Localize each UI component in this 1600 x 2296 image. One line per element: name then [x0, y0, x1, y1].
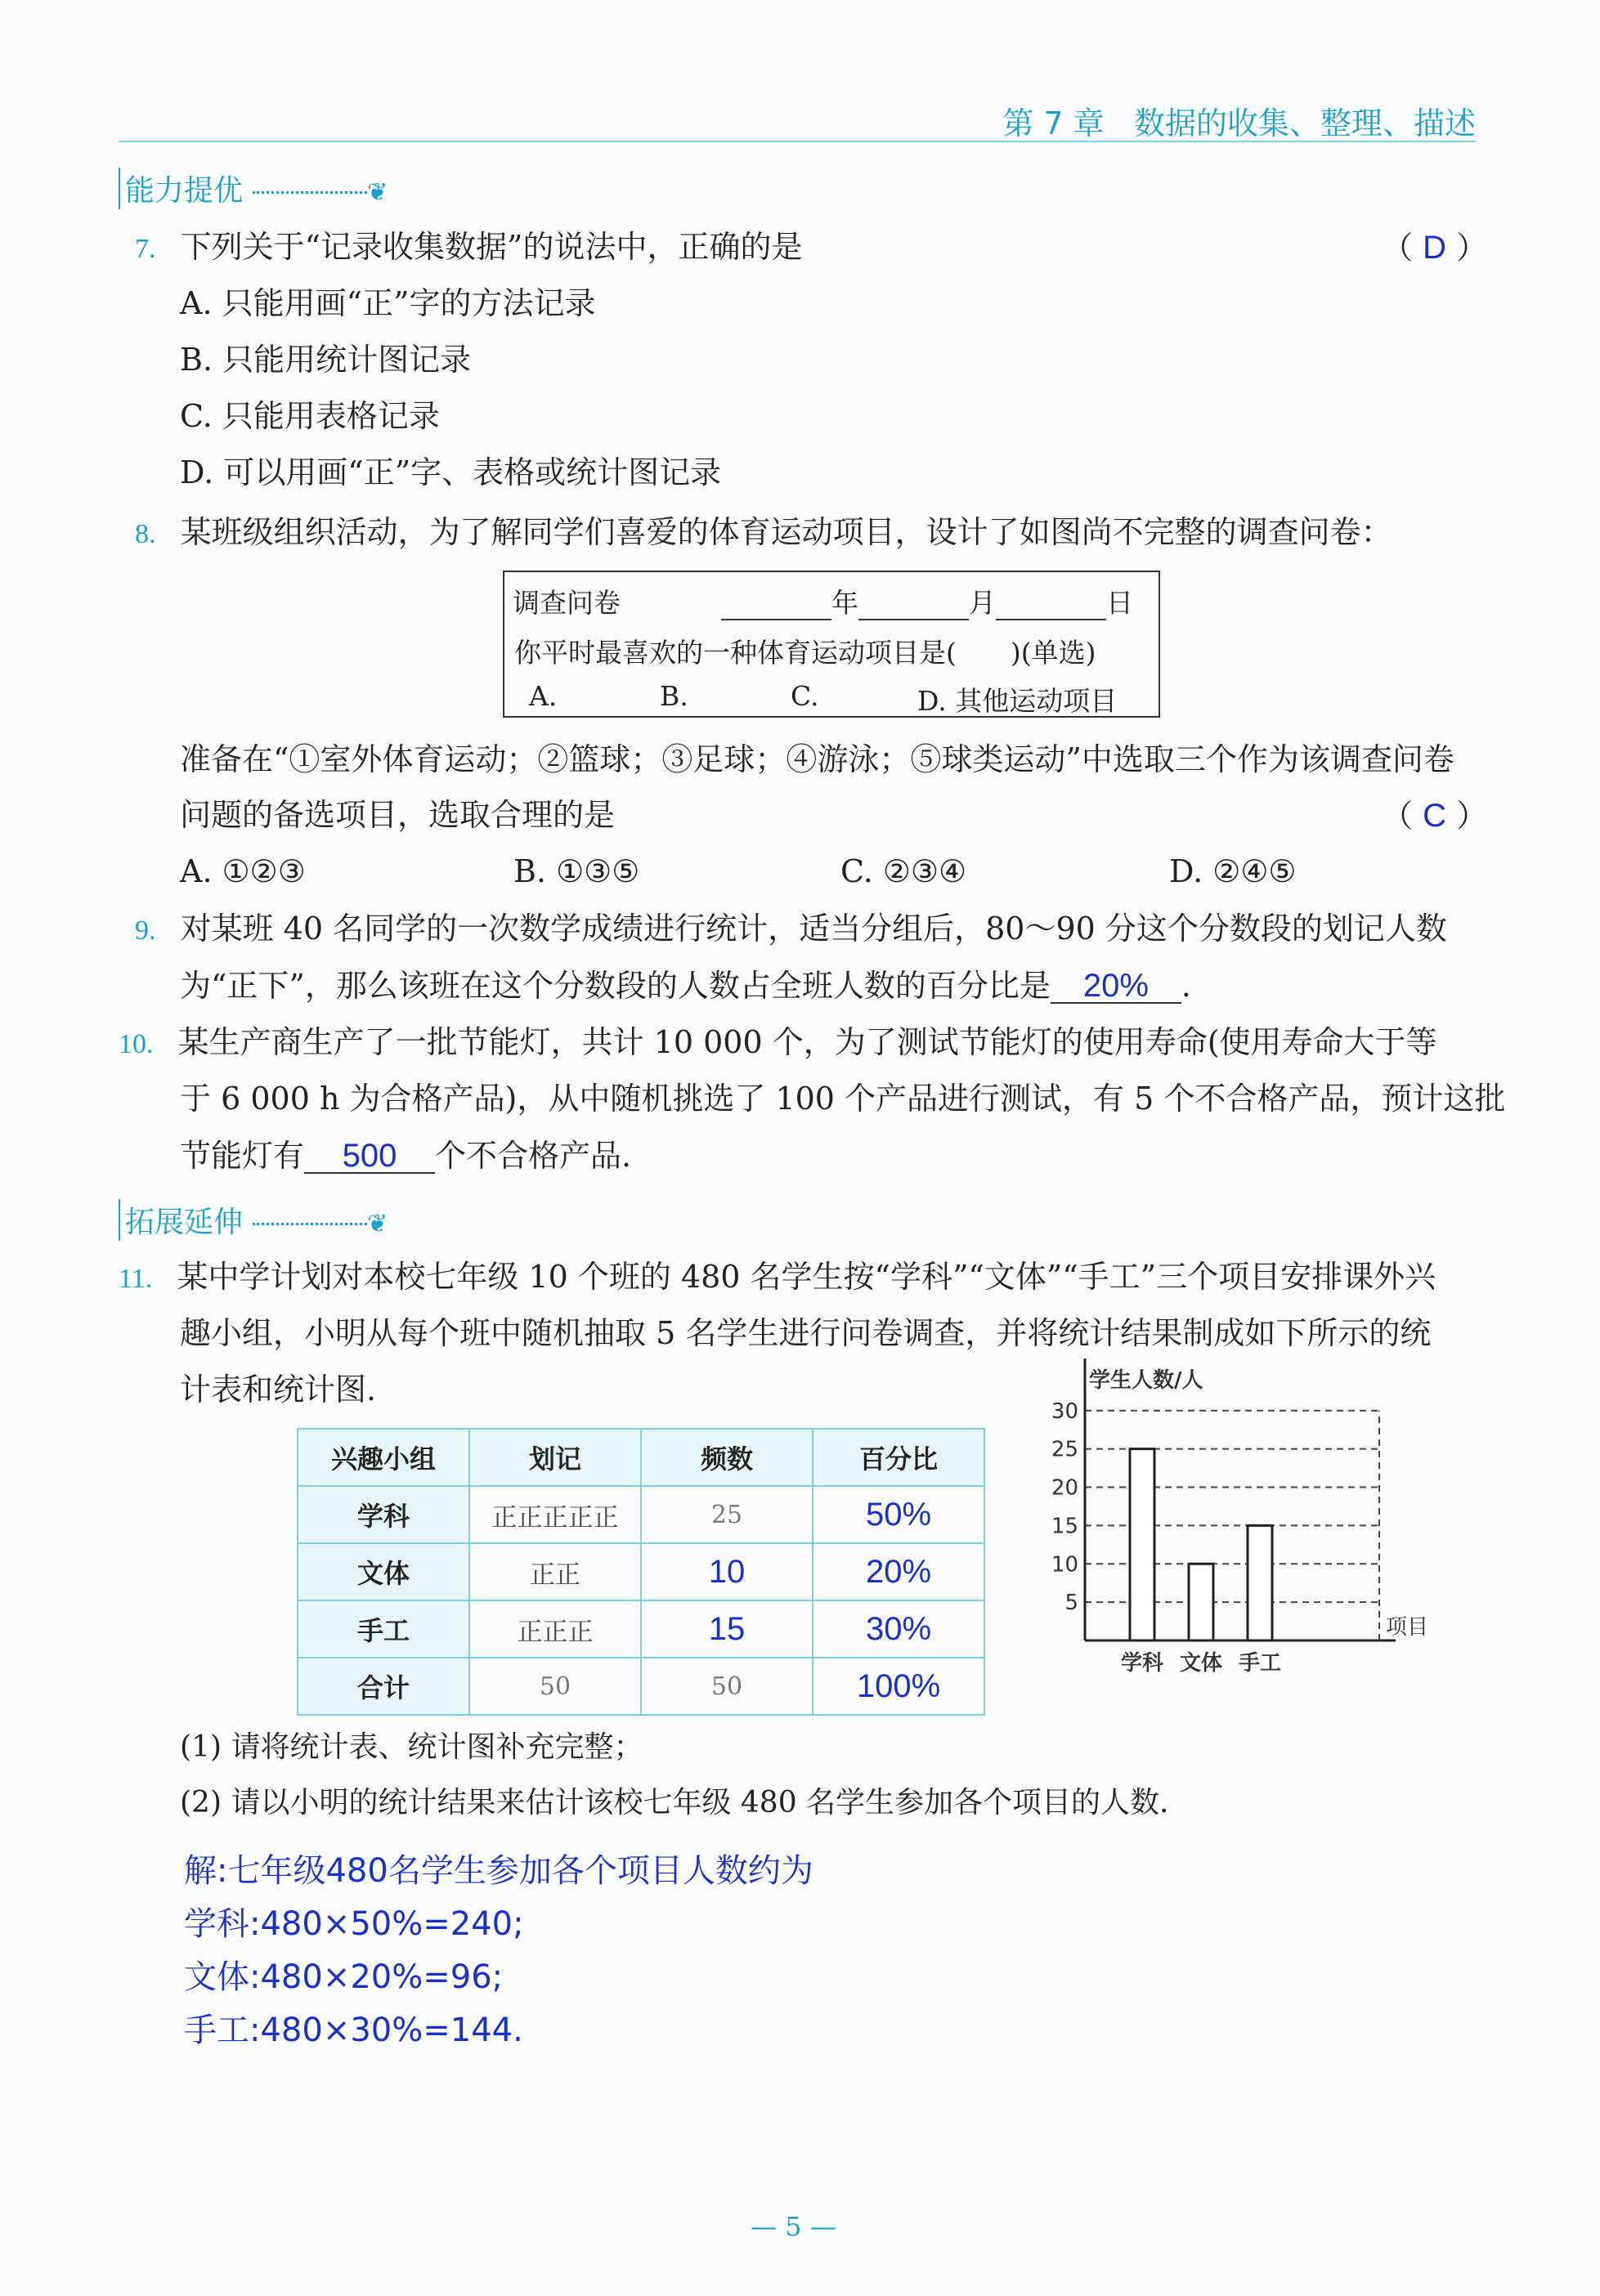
section-heading-ability: 能力提优 ❦ — [119, 168, 388, 209]
x-axis-label: 项目 — [1386, 1615, 1429, 1640]
running-header — [119, 98, 1476, 142]
answer-bracket-8: （ C ） — [1382, 798, 1488, 834]
category-label: 文体 — [1179, 1651, 1223, 1676]
q8-option-b: B. ①③⑤ — [513, 853, 640, 889]
q7-option-d: D. 可以用画“正”字、表格或统计图记录 — [180, 454, 722, 490]
table-row — [298, 1658, 984, 1715]
solution-line: 手工:480×30%=144. — [184, 2012, 523, 2049]
table-header: 频数 — [641, 1429, 813, 1486]
tally-cell: 正正 — [469, 1543, 641, 1600]
percent-cell: 20% — [813, 1543, 984, 1600]
q7-option-c: C. 只能用表格记录 — [180, 398, 440, 434]
y-tick-label: 15 — [1051, 1514, 1078, 1539]
solution-line: 解:七年级480名学生参加各个项目人数约为 — [184, 1852, 813, 1890]
percent-cell: 100% — [813, 1658, 984, 1715]
q11-subquestion-2: (2) 请以小明的统计结果来估计该校七年级 480 名学生参加各个项目的人数. — [180, 1786, 1169, 1819]
q11-text-line2: 趣小组，小明从每个班中随机抽取 5 名学生进行问卷调查，并将统计结果制成如下所示的统 — [180, 1315, 1432, 1351]
category-label: 手工 — [1238, 1651, 1282, 1676]
y-tick-label: 30 — [1051, 1399, 1078, 1424]
question-8: 8. 某班级组织活动，为了解同学们喜爱的体育运动项目，设计了如图尚不完整的调查问卷： — [135, 514, 1392, 550]
table-header-row — [298, 1429, 984, 1486]
frequency-cell: 15 — [641, 1600, 813, 1658]
answer-bracket-7: （ D ） — [1382, 230, 1488, 266]
survey-option-c: C. — [791, 680, 819, 712]
y-tick-label: 10 — [1051, 1552, 1078, 1578]
tally-cell: 正正正 — [469, 1600, 641, 1658]
dotted-rule — [253, 1223, 367, 1225]
y-tick-label: 20 — [1051, 1475, 1078, 1501]
tally-cell: 正正正正正 — [469, 1486, 641, 1543]
percent-cell: 30% — [813, 1600, 984, 1658]
bar-chart — [1034, 1361, 1429, 1688]
y-tick-label: 25 — [1051, 1437, 1078, 1462]
q8-text-line2: 问题的备选项目，选取合理的是 — [180, 797, 616, 833]
q11-text-line3: 计表和统计图. — [180, 1372, 377, 1408]
y-tick-label: 5 — [1064, 1591, 1078, 1616]
question-10: 10. 某生产商生产了一批节能灯，共计 10 000 个，为了测试节能灯的使用寿命(使用寿命大于等 — [119, 1024, 1437, 1060]
q10-text-line2: 于 6 000 h 为合格产品)，从中随机挑选了 100 个产品进行测试，有 5 个不合格产品，预计这批 — [180, 1081, 1506, 1117]
survey-option-a: A. — [529, 680, 558, 712]
bar-学科 — [1130, 1449, 1154, 1640]
q11-subquestion-1: (1) 请将统计表、统计图补充完整； — [180, 1730, 643, 1764]
y-axis-label: 学生人数/人 — [1089, 1368, 1203, 1393]
table-row — [298, 1600, 984, 1658]
question-9: 9. 对某班 40 名同学的一次数学成绩进行统计，适当分组后，80～90 分这个分数段的划记人数 — [135, 911, 1447, 947]
q9-answer: 20% — [1082, 968, 1149, 1004]
table-header: 划记 — [469, 1429, 641, 1486]
leaf-icon: ❦ — [367, 1210, 388, 1238]
percent-cell: 50% — [813, 1486, 984, 1543]
bar-手工 — [1248, 1525, 1272, 1640]
category-label: 学科 — [1120, 1651, 1164, 1676]
survey-date: 年 月 日 — [721, 582, 1133, 620]
page-number: — 5 — — [751, 2211, 836, 2242]
section-heading-extension: 拓展延伸 ❦ — [119, 1199, 388, 1241]
table-header: 百分比 — [813, 1429, 984, 1486]
row-label: 学科 — [298, 1486, 469, 1543]
q8-option-a: A. ①②③ — [180, 853, 306, 889]
statistics-table — [297, 1428, 985, 1716]
q8-option-c: C. ②③④ — [840, 853, 967, 889]
row-label: 合计 — [298, 1658, 469, 1715]
q10-text-line3: 节能灯有 500 个不合格产品. — [180, 1138, 632, 1174]
solution-line: 学科:480×50%=240; — [184, 1905, 524, 1943]
table-row — [298, 1486, 984, 1543]
frequency-cell: 10 — [641, 1543, 813, 1600]
q10-answer: 500 — [342, 1138, 397, 1174]
table-header: 兴趣小组 — [298, 1429, 469, 1486]
survey-option-b: B. — [660, 680, 688, 712]
row-label: 文体 — [298, 1543, 469, 1600]
q8-text-line1: 准备在“①室外体育运动；②篮球；③足球；④游泳；⑤球类运动”中选取三个作为该调查问卷 — [180, 741, 1454, 777]
q9-text-line2: 为“正下”，那么该班在这个分数段的人数占全班人数的百分比是 20% . — [180, 968, 1191, 1004]
survey-question: 你平时最喜欢的一种体育运动项目是( )(单选) — [514, 637, 1096, 669]
frequency-cell: 50 — [641, 1658, 813, 1715]
q7-option-a: A. 只能用画“正”字的方法记录 — [180, 285, 596, 321]
question-7: 7. 下列关于“记录收集数据”的说法中，正确的是 — [135, 229, 803, 265]
tally-cell: 50 — [469, 1658, 641, 1715]
chapter-title: 第 7 章 数据的收集、整理、描述 — [1002, 105, 1476, 141]
dotted-rule — [253, 191, 367, 194]
bar-文体 — [1189, 1564, 1213, 1640]
frequency-cell: 25 — [641, 1486, 813, 1543]
question-11: 11. 某中学计划对本校七年级 10 个班的 480 名学生按“学科”“文体”“手工”三个项目安排课外兴 — [119, 1259, 1436, 1295]
survey-title: 调查问卷 — [513, 587, 621, 619]
q8-option-d: D. ②④⑤ — [1169, 853, 1297, 889]
solution-line: 文体:480×20%=96; — [184, 1958, 504, 1996]
row-label: 手工 — [298, 1600, 469, 1658]
survey-option-d: D. 其他运动项目 — [917, 685, 1118, 717]
q7-option-b: B. 只能用统计图记录 — [180, 342, 472, 378]
survey-form — [503, 571, 1160, 718]
leaf-icon: ❦ — [367, 178, 388, 207]
table-row — [298, 1543, 984, 1600]
